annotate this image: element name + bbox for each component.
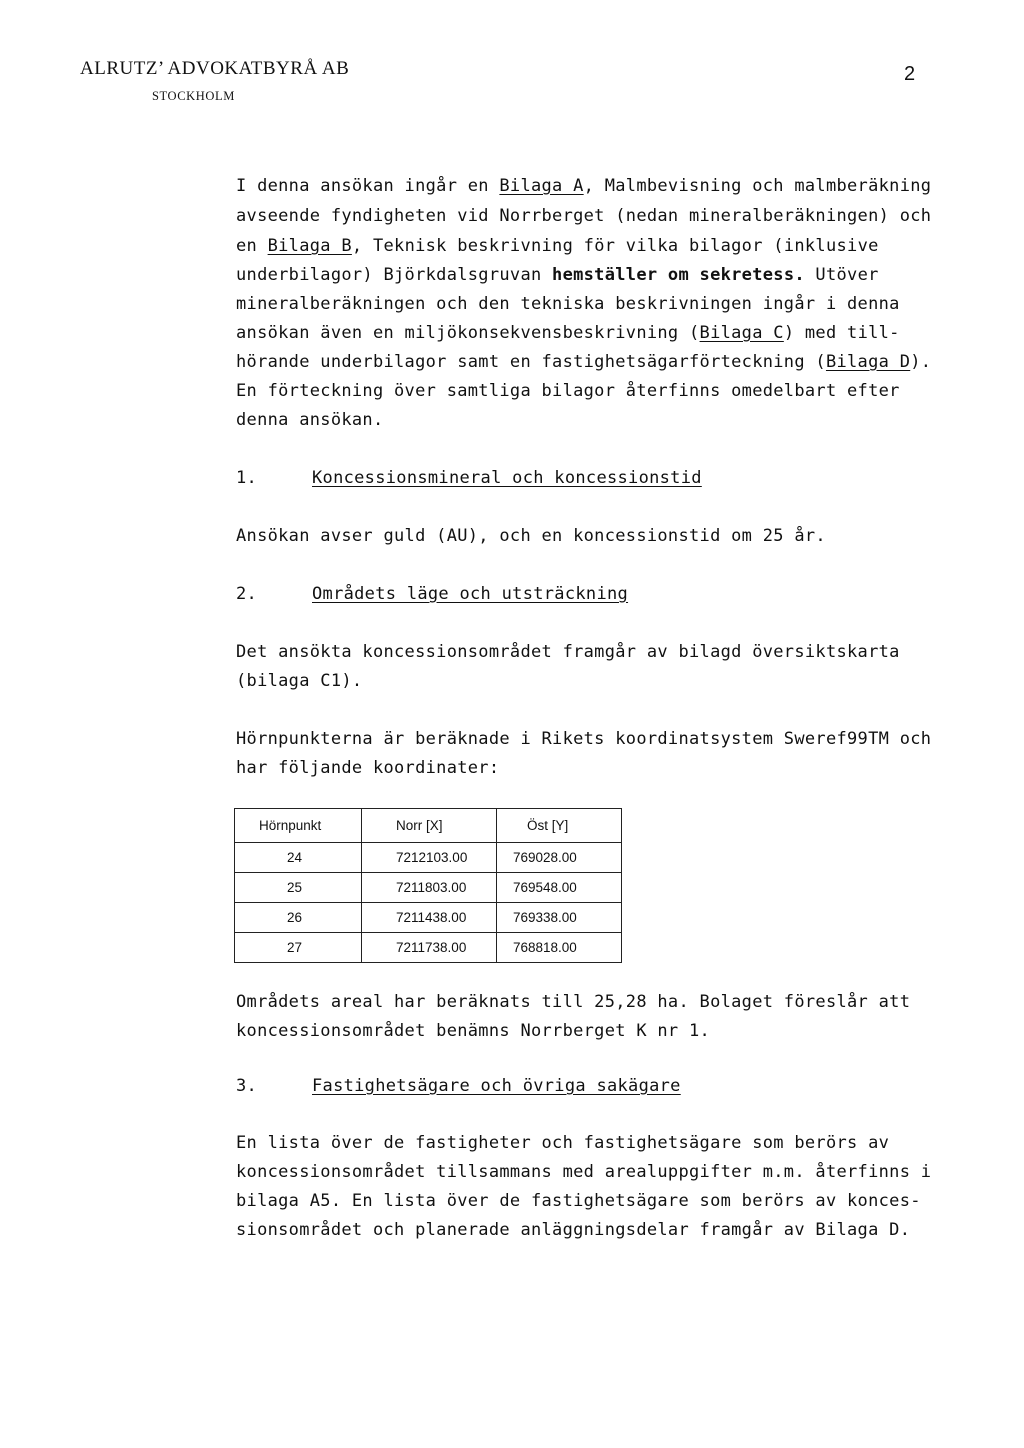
bilaga-d-reference: Bilaga D	[825, 352, 911, 372]
section-2-p1-line-1: Det ansökta koncessionsområdet framgår av bilagd översiktskarta	[236, 642, 900, 662]
intro-line-5: mineralberäkningen och den tekniska beskrivningen ingår i denna	[236, 294, 900, 314]
intro-line-9: denna ansökan.	[236, 410, 384, 430]
cell-point: 27	[235, 933, 362, 963]
intro-line-7: hörande underbilagor samt en fastighetsägarförteckning (Bilaga D).	[236, 352, 932, 372]
bilaga-c-reference: Bilaga C	[699, 323, 784, 343]
confidentiality-request: hemställer om sekretess.	[552, 265, 805, 285]
page-number: 2	[904, 63, 916, 85]
cell-norr: 7211803.00	[362, 873, 497, 903]
intro-line-1: I denna ansökan ingår en Bilaga A, Malmbevisning och malmberäkning	[236, 176, 932, 196]
section-2-p3-line-2: koncessionsområdet benämns Norrberget K nr 1.	[236, 1021, 711, 1041]
cell-ost: 769338.00	[497, 903, 622, 933]
cell-point: 25	[235, 873, 362, 903]
section-1-title: Koncessionsmineral och koncessionstid	[312, 468, 702, 488]
section-2-p3-line-1: Områdets areal har beräknats till 25,28 ha. Bolaget föreslår att	[236, 992, 911, 1012]
section-1-number: 1.	[236, 468, 258, 488]
section-1-body: Ansökan avser guld (AU), och en koncessionstid om 25 år.	[236, 526, 826, 546]
intro-line-6: ansökan även en miljökonsekvensbeskrivning (Bilaga C) med till-	[236, 323, 900, 343]
section-2-p2-line-1: Hörnpunkterna är beräknade i Rikets koordinatsystem Sweref99TM och	[236, 729, 932, 749]
header-hornpunkt: Hörnpunkt	[235, 809, 362, 843]
cell-ost: 769028.00	[497, 843, 622, 873]
table-row	[235, 933, 622, 963]
intro-line-8: En förteckning över samtliga bilagor återfinns omedelbart efter	[236, 381, 900, 401]
section-2-p1-line-2: (bilaga C1).	[236, 671, 363, 691]
table-row	[235, 903, 622, 933]
header-ost: Öst [Y]	[497, 809, 622, 843]
header-norr: Norr [X]	[362, 809, 497, 843]
section-2-title: Områdets läge och utsträckning	[312, 584, 629, 604]
cell-ost: 768818.00	[497, 933, 622, 963]
intro-line-2: avseende fyndigheten vid Norrberget (nedan mineralberäkningen) och	[236, 206, 932, 226]
cell-norr: 7211738.00	[362, 933, 497, 963]
section-3-title: Fastighetsägare och övriga sakägare	[312, 1076, 681, 1096]
section-2-number: 2.	[236, 584, 258, 604]
bilaga-b-reference: Bilaga B	[267, 236, 352, 256]
cell-norr: 7211438.00	[362, 903, 497, 933]
letterhead-city: STOCKHOLM	[152, 89, 235, 103]
section-2-p2-line-2: har följande koordinater:	[236, 758, 500, 778]
section-3-line-2: koncessionsområdet tillsammans med arealuppgifter m.m. återfinns i	[236, 1162, 932, 1182]
letterhead-firm: ALRUTZ’ ADVOKATBYRÅ AB	[80, 58, 350, 79]
table-row	[235, 873, 622, 903]
section-3-line-3: bilaga A5. En lista över de fastighetsägare som berörs av konces-	[236, 1191, 921, 1211]
cell-point: 26	[235, 903, 362, 933]
table-header-row	[235, 809, 622, 843]
section-3-number: 3.	[236, 1076, 258, 1096]
cell-point: 24	[235, 843, 362, 873]
cell-norr: 7212103.00	[362, 843, 497, 873]
table-row	[235, 843, 622, 873]
cell-ost: 769548.00	[497, 873, 622, 903]
intro-line-3: en Bilaga B, Teknisk beskrivning för vilka bilagor (inklusive	[236, 236, 879, 256]
bilaga-a-reference: Bilaga A	[499, 176, 584, 196]
intro-line-4: underbilagor) Björkdalsgruvan hemställer om sekretess. Utöver	[236, 265, 879, 285]
section-3-line-1: En lista över de fastigheter och fastighetsägare som berörs av	[236, 1133, 890, 1153]
section-3-line-4: sionsområdet och planerade anläggningsdelar framgår av Bilaga D.	[236, 1220, 911, 1240]
coordinates-table	[234, 808, 622, 963]
